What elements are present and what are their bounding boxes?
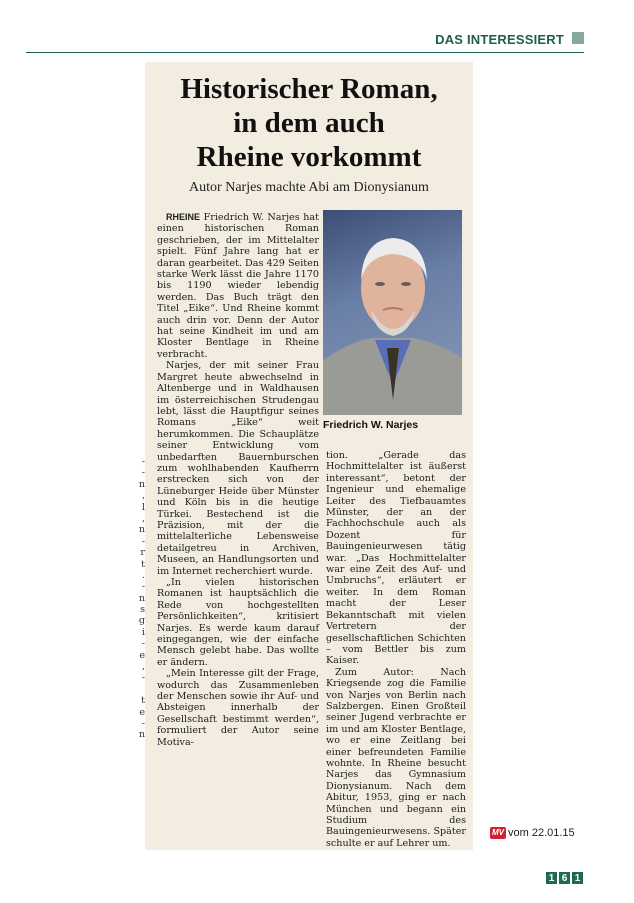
edge-fragment: t bbox=[141, 695, 145, 707]
section-title: DAS INTERESSIERT bbox=[435, 32, 564, 47]
source-credit bbox=[490, 826, 575, 840]
author-portrait-photo bbox=[323, 210, 462, 415]
edge-fragment: n bbox=[138, 478, 145, 490]
edge-fragment: - bbox=[141, 535, 145, 547]
page-digit: 6 bbox=[559, 872, 570, 884]
edge-fragment: - bbox=[141, 467, 145, 479]
edge-fragment bbox=[134, 684, 145, 695]
section-marker-square bbox=[572, 32, 584, 44]
dateline: RHEINE bbox=[166, 212, 201, 222]
edge-fragment: - bbox=[141, 456, 145, 467]
edge-fragment: - bbox=[141, 638, 145, 650]
article-column-left bbox=[157, 212, 319, 748]
paragraph: tion. „Gerade das Hochmittelalter ist äußerst interessant“, betont der Ingenieur und ehemalige Leiter des Tiefbauamtes Münster, der an der Fachhochschule auch als Dozent für Bauingenieurwesen tätig war. „Das Hochmittelalter war eine Zeit des Auf- und Umbruchs“, erläutert er weiter. In dem Roman macht der Leser Bekanntschaft mit vielen Vertretern der gesellschaftlichen Schichten – vom Bettler bis zum Kaiser. bbox=[326, 450, 466, 667]
edge-fragment: , bbox=[141, 512, 145, 524]
edge-fragment: n bbox=[138, 524, 145, 536]
page-digit: 1 bbox=[572, 872, 583, 884]
edge-fragment: , bbox=[141, 661, 145, 673]
headline-line: in dem auch bbox=[233, 107, 385, 139]
paragraph-text: Friedrich W. Narjes hat einen historischen Roman geschrieben, der im Mittelalter spielt. Fünf Jahre lang hat er daran gearbeitet. Das 429 Seiten starke Werk lässt die Jahre 1170 bis 1190 wieder lebendig werden. Das Buch trägt den Titel „Eike“. Und Rheine kommt auch drin vor. Denn der Autor hat seine Kindheit im und am Kloster Bentlage in Rheine verbracht. bbox=[157, 212, 319, 360]
article-column-right bbox=[326, 450, 466, 849]
edge-fragment: - bbox=[141, 717, 145, 729]
edge-fragment: g bbox=[138, 615, 145, 627]
edge-fragment: l bbox=[141, 501, 145, 513]
paragraph: „Mein Interesse gilt der Frage, wodurch das Zusammenleben der Menschen sowie ihr Auf- und Absteigen innerhalb der Gesellschaft bestimmt werden“, formuliert der Autor seine Motiva- bbox=[157, 668, 319, 748]
edge-fragment: e bbox=[139, 649, 145, 661]
edge-fragment: n bbox=[138, 592, 145, 604]
edge-fragment: s bbox=[140, 604, 145, 616]
headline-line: Historischer Roman, bbox=[180, 73, 438, 105]
edge-fragment: t bbox=[141, 558, 145, 570]
subheadline: Autor Narjes machte Abi am Dionysianum bbox=[189, 180, 429, 195]
edge-fragment: - bbox=[141, 672, 145, 684]
publication-date: vom 22.01.15 bbox=[508, 827, 575, 839]
edge-fragment: n bbox=[138, 729, 145, 741]
page-digit: 1 bbox=[546, 872, 557, 884]
edge-fragment: . bbox=[141, 569, 145, 581]
edge-fragment: r bbox=[140, 547, 145, 559]
page-number bbox=[546, 872, 583, 884]
paragraph: Narjes, der mit seiner Frau Margret heute abwechselnd in Altenberge und in Waldhausen im österreichischen Strudengau lebt, lässt die Hauptfigur seines Romans „Eike“ weit herumkommen. Die Schauplätze seiner Entwicklung vom unbedarften Bauernburschen zum wohlhabenden Kaufherrn erstrecken sich von der Lüneburger Heide über Münster und Köln bis in die heutige Türkei. Bestechend ist die Präzision, mit der die mittelalterliche Lebensweise detailgetreu in Archiven, Museen, an Handlungsorten und im Internet recherchiert wurde. bbox=[157, 360, 319, 577]
edge-fragment: - bbox=[141, 581, 145, 593]
edge-fragment: e bbox=[139, 706, 145, 718]
headline-line: Rheine vorkommt bbox=[196, 141, 422, 173]
paragraph: Zum Autor: Nach Kriegsende zog die Familie von Narjes von Berlin nach Salzbergen. Einen Großteil seiner Jugend verbrachte er im und am Kloster Bentlage, wo er eine Zeitlang bei einer befreundeten Familie wohnte. In Rheine besucht Narjes das Gymnasium Dionysianum. Nach dem Abitur, 1953, ging er nach München und begann ein Studium des Bauingenieurwesens. Später schulte er auf Lehrer um. bbox=[326, 666, 466, 849]
newspaper-clipping bbox=[145, 62, 473, 850]
neighbor-column-fragments bbox=[134, 456, 145, 741]
photo-caption: Friedrich W. Narjes bbox=[323, 419, 419, 431]
headline bbox=[145, 72, 473, 174]
paragraph bbox=[157, 212, 319, 360]
section-header bbox=[26, 28, 584, 53]
edge-fragment: , bbox=[141, 490, 145, 502]
paragraph: „In vielen historischen Romanen ist hauptsächlich die Rede von hochgestellten Persönlichkeiten“, kritisiert Narjes. Es werde kaum darauf eingegangen, wie der einfache Mensch gelebt habe. Das wollte er ändern. bbox=[157, 577, 319, 668]
edge-fragment: i bbox=[141, 626, 145, 638]
portrait-illustration bbox=[323, 210, 462, 415]
mv-logo-icon: MV bbox=[492, 828, 504, 837]
